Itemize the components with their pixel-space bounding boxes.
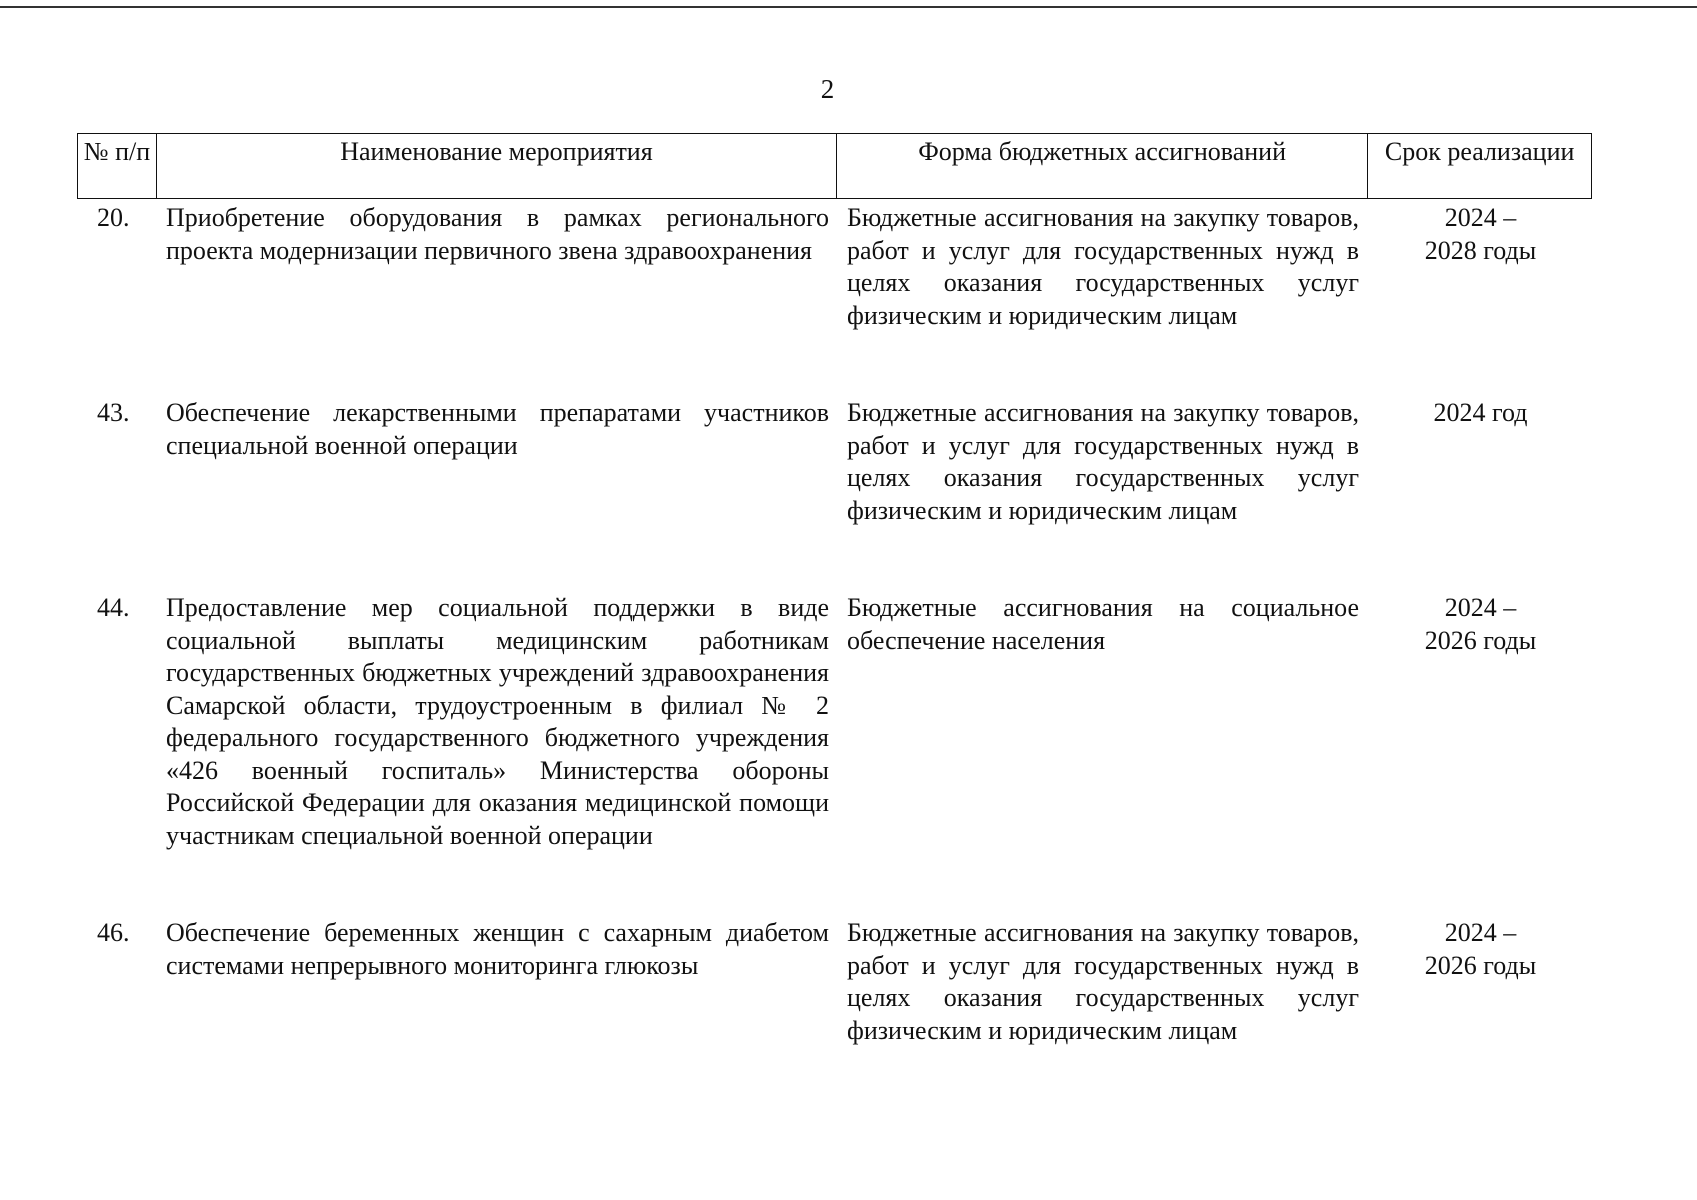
- row-term: [1369, 592, 1592, 885]
- table-row: [77, 917, 1592, 1080]
- header-budget-form: Форма бюджетных ассигнований: [837, 134, 1368, 198]
- row-number: 20.: [97, 203, 130, 232]
- row-term: [1369, 917, 1592, 1080]
- header-term: Срок реализации: [1384, 137, 1575, 166]
- table-header: [77, 133, 1592, 199]
- row-term-line2: 2026 годы: [1424, 950, 1537, 980]
- row-activity-name: Предоставление мер социальной поддержки в виде социальной выплаты медицинским работникам государственных бюджетных учреждений здравоохранения Самарской области, трудоустроенным в филиал № 2 федерального государственного бюджетного учреждения «426 военный госпиталь» Министерства обороны Российской Федерации для оказания медицинской помощи участникам специальной военной операции: [166, 593, 829, 850]
- row-activity-name: Обеспечение лекарственными препаратами участников специальной военной операции: [166, 398, 829, 460]
- table-row: [77, 592, 1592, 885]
- row-budget-form: Бюджетные ассигнования на закупку товаров, работ и услуг для государственных нужд в целях оказания государственных услуг физическим и юридическим лицам: [847, 918, 1359, 1045]
- top-rule: [0, 6, 1697, 8]
- table-row: [77, 397, 1592, 560]
- row-activity-name: Обеспечение беременных женщин с сахарным диабетом системами непрерывного мониторинга глюкозы: [166, 918, 829, 980]
- row-term-line2: 2028 годы: [1424, 235, 1537, 265]
- row-budget-form: Бюджетные ассигнования на закупку товаров, работ и услуг для государственных нужд в целях оказания государственных услуг физическим и юридическим лицам: [847, 203, 1359, 330]
- row-budget-form: Бюджетные ассигнования на социальное обеспечение населения: [847, 593, 1359, 655]
- page-number: 2: [820, 74, 835, 104]
- row-term-line1: 2024 год: [1433, 398, 1528, 427]
- row-number: 44.: [97, 593, 130, 622]
- row-term-line1: 2024 –: [1444, 918, 1517, 947]
- row-term: [1369, 202, 1592, 365]
- row-term: [1369, 397, 1592, 560]
- table-row: [77, 202, 1592, 365]
- header-activity-name: Наименование мероприятия: [157, 134, 837, 198]
- row-number: 46.: [97, 918, 130, 947]
- row-term-line1: 2024 –: [1444, 203, 1517, 232]
- row-term-line1: 2024 –: [1444, 593, 1517, 622]
- header-number: № п/п: [78, 134, 157, 198]
- row-activity-name: Приобретение оборудования в рамках регионального проекта модернизации первичного звена здравоохранения: [166, 203, 829, 265]
- row-term-line2: 2026 годы: [1424, 625, 1537, 655]
- row-number: 43.: [97, 398, 130, 427]
- row-budget-form: Бюджетные ассигнования на закупку товаров, работ и услуг для государственных нужд в целях оказания государственных услуг физическим и юридическим лицам: [847, 398, 1359, 525]
- table-body: [77, 202, 1592, 1080]
